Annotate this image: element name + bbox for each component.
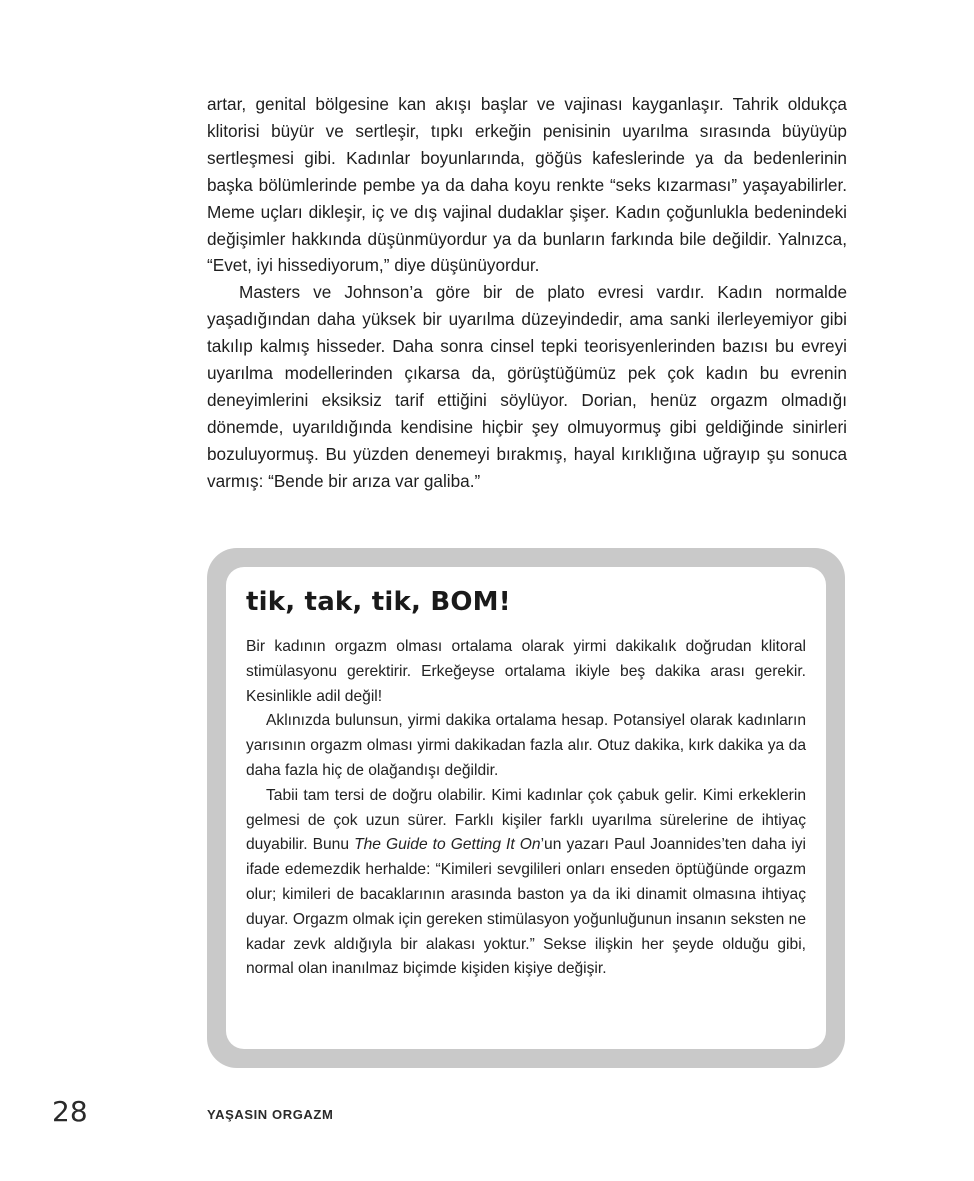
paragraph: artar, genital bölgesine kan akışı başlar ve vajinası kayganlaşır. Tahrik oldukça klitorisi büyür ve sertleşir, tıpkı erkeğin penisinin uyarılma sırasında büyüyüp sertleşmesi gibi. Kadınlar boyunlarında, göğüs kafeslerinde ya da bedenlerinin başka bölümlerinde pembe ya da daha koyu renkte “seks kızarması” yaşayabilirler. Meme uçları dikleşir, iç ve dış vajinal dudaklar şişer. Kadın çoğunlukla bedenindeki değişimler hakkında düşünmüyordur ya da bunların farkında bile değildir. Yalnızca, “Evet, iyi hissediyorum,” diye düşünüyordur. [207,94,847,276]
sidebar-paragraph: Aklınızda bulunsun, yirmi dakika ortalama hesap. Potansiyel olarak kadınların yarısının orgazm olması yirmi dakikadan fazla alır. Otuz dakika, kırk dakika ya da daha fazla hiç de olağandışı değildir. [246,712,806,779]
running-title: YAŞASIN ORGAZM [207,1107,334,1122]
paragraph: Masters ve Johnson’a göre bir de plato evresi vardır. Kadın normalde yaşadığından daha yüksek bir uyarılma düzeyindedir, ama sanki ilerleyemiyor gibi takılıp kalmış hisseder. Daha sonra cinsel tepki teorisyenlerinden bazısı bu evreyi uyarılma modellerinden çıkarsa da, görüştüğümüz pek çok kadın bu evrenin deneyimlerini eksiksiz tarif ettiğini söylüyor. Dorian, henüz orgazm olmadığı dönemde, uyarıldığında kendisine hiçbir şey olmuyormuş gibi geldiğinde sinirleri bozuluyormuş. Bu yüzden denemeyi bırakmış, hayal kırıklığına uğrayıp şu sonuca varmış: “Bende bir arıza var galiba.” [207,282,847,491]
book-title: The Guide to Getting It On [354,836,541,854]
body-text [207,91,847,495]
sidebar-paragraph: Bir kadının orgazm olması ortalama olarak yirmi dakikalık doğrudan klitoral stimülasyonu gerektirir. Erkeğeyse ortalama ikiyle beş dakika arası gerekir. Kesinlikle adil değil! [246,638,806,705]
sidebar-text [246,635,806,982]
page-number: 28 [52,1095,88,1128]
sidebar-panel [226,567,826,1049]
sidebar-paragraph [246,784,806,982]
sidebar-text-run: Tabii tam tersi de doğru olabilir. Kimi kadınlar çok çabuk gelir. Kimi erkeklerin gelmesi de çok uzun sürer. Farklı kişiler farklı uyarılma sürelerine de ihtiyaç duyabilir. Bunu [246,786,806,854]
sidebar-box [207,548,845,1068]
sidebar-title: tik, tak, tik, BOM! [246,587,511,617]
sidebar-text-run: ’un yazarı Paul Joannides’ten daha iyi ifade edemezdik herhalde: “Kimileri sevgilileri onları enseden öptüğünde orgazm olur; kimileri de bacaklarının arasında baston ya da iki dinamit olmasına ihtiyaç duyar. Orgazm olmak için gereken stimülasyon yoğunluğunun insanın seksten ne kadar zevk aldığıyla bir alakası yoktur.” Sekse ilişkin her şeyde olduğu gibi, normal olan inanılmaz biçimde kişiden kişiye değişir. [246,836,806,978]
